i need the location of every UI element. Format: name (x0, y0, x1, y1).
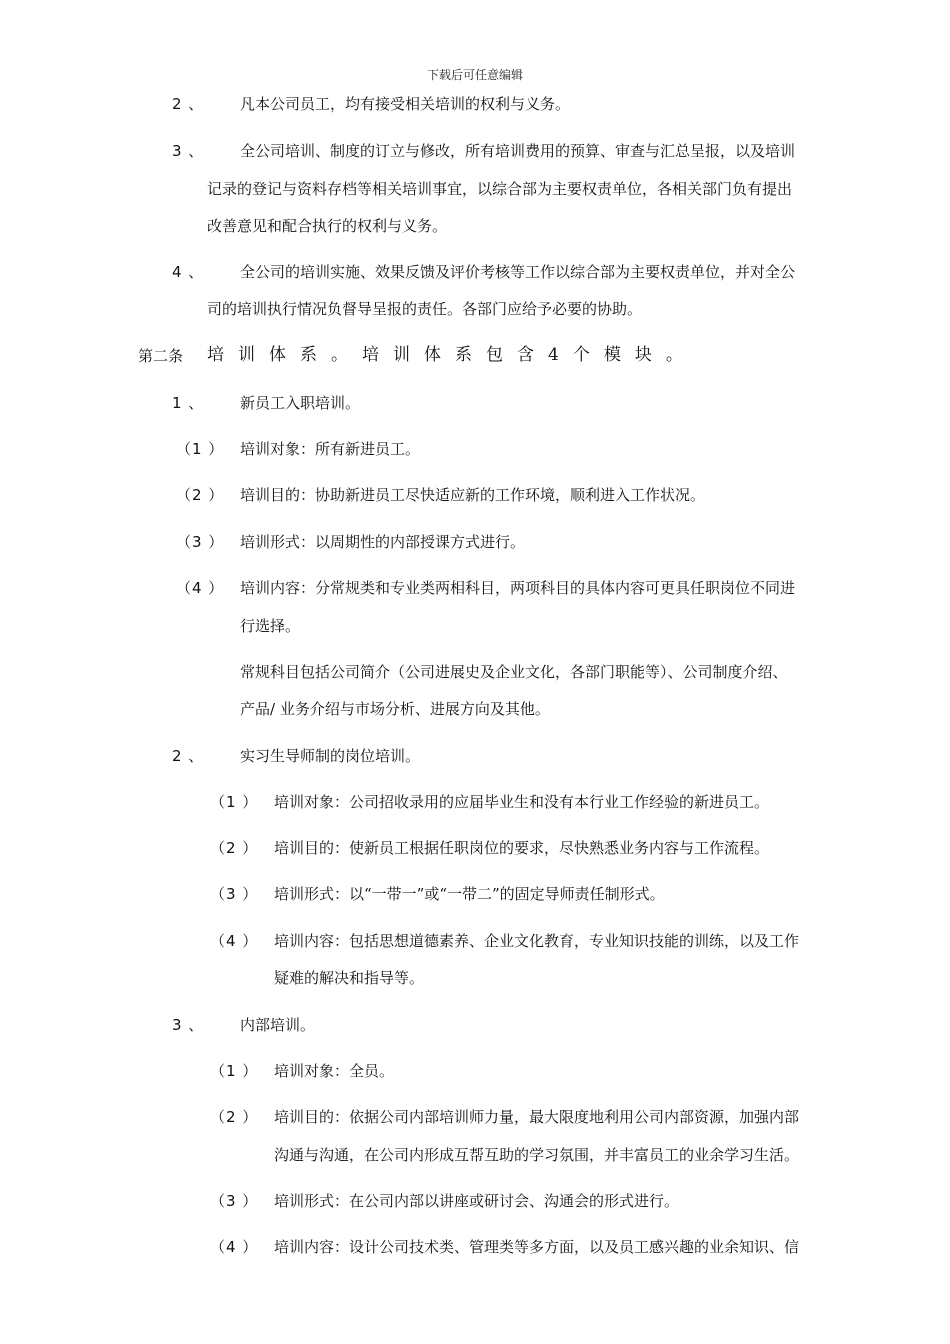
item-text: 全公司的培训实施、效果反馈及评价考核等工作以综合部为主要权责单位，并对全公 (240, 263, 796, 281)
sub-number: （1 ） (210, 1062, 259, 1080)
sub-number: （2 ） (176, 486, 225, 504)
sub-number: （2 ） (210, 1108, 259, 1126)
sub-text: 培训形式：以“一带一”或“一带二”的固定导师责任制形式。 (274, 885, 665, 903)
item-number: 2 、 (172, 95, 205, 113)
sub-text: 培训内容：设计公司技术类、管理类等多方面，以及员工感兴趣的业余知识、信 (274, 1238, 800, 1256)
sub-text: 行选择。 (240, 617, 301, 635)
article-heading: 培训体系。培训体系包含4个模块。 (207, 345, 697, 365)
section-title: 新员工入职培训。 (240, 394, 361, 412)
sub-number: （4 ） (176, 579, 225, 597)
sub-number: （1 ） (176, 440, 225, 458)
sub-text: 培训目的：使新员工根据任职岗位的要求，尽快熟悉业务内容与工作流程。 (274, 839, 770, 857)
sub-number: （4 ） (210, 932, 259, 950)
section-title: 实习生导师制的岗位培训。 (240, 747, 421, 765)
page-header: 下载后可任意编辑 (426, 68, 523, 82)
sub-number: （1 ） (210, 793, 259, 811)
sub-text: 培训形式：以周期性的内部授课方式进行。 (240, 533, 526, 551)
article-label: 第二条 (138, 347, 184, 365)
sub-text: 培训目的：协助新进员工尽快适应新的工作环境，顺利进入工作状况。 (240, 486, 706, 504)
sub-number: （3 ） (210, 885, 259, 903)
item-text: 凡本公司员工，均有接受相关培训的权利与义务。 (240, 95, 571, 113)
sub-text: 培训对象：所有新进员工。 (240, 440, 421, 458)
item-number: 4 、 (172, 263, 205, 281)
item-number: 3 、 (172, 142, 205, 160)
sub-text: 沟通与沟通，在公司内形成互帮互助的学习氛围，并丰富员工的业余学习生活。 (274, 1146, 800, 1164)
sub-text: 培训对象：公司招收录用的应届毕业生和没有本行业工作经验的新进员工。 (274, 793, 770, 811)
paragraph-text: 常规科目包括公司简介（公司进展史及企业文化，各部门职能等）、公司制度介绍、 (240, 663, 788, 681)
sub-text: 培训内容：分常规类和专业类两相科目，两项科目的具体内容可更具任职岗位不同进 (240, 579, 796, 597)
sub-text: 培训内容：包括思想道德素养、企业文化教育，专业知识技能的训练，以及工作 (274, 932, 800, 950)
item-text: 改善意见和配合执行的权利与义务。 (207, 217, 448, 235)
item-text: 全公司培训、制度的订立与修改，所有培训费用的预算、审查与汇总呈报，以及培训 (240, 142, 796, 160)
sub-number: （2 ） (210, 839, 259, 857)
item-text: 司的培训执行情况负督导呈报的责任。各部门应给予必要的协助。 (207, 300, 643, 318)
section-number: 1 、 (172, 394, 205, 412)
sub-text: 培训形式：在公司内部以讲座或研讨会、沟通会的形式进行。 (274, 1192, 680, 1210)
sub-text: 培训目的：依据公司内部培训师力量，最大限度地利用公司内部资源，加强内部 (274, 1108, 800, 1126)
sub-text: 培训对象：全员。 (274, 1062, 395, 1080)
section-number: 3 、 (172, 1016, 205, 1034)
section-title: 内部培训。 (240, 1016, 316, 1034)
paragraph-text: 产品/ 业务介绍与市场分析、进展方向及其他。 (240, 700, 550, 718)
section-number: 2 、 (172, 747, 205, 765)
sub-number: （3 ） (176, 533, 225, 551)
sub-number: （3 ） (210, 1192, 259, 1210)
sub-number: （4 ） (210, 1238, 259, 1256)
sub-text: 疑难的解决和指导等。 (274, 969, 425, 987)
item-text: 记录的登记与资料存档等相关培训事宜，以综合部为主要权责单位，各相关部门负有提出 (207, 180, 793, 198)
